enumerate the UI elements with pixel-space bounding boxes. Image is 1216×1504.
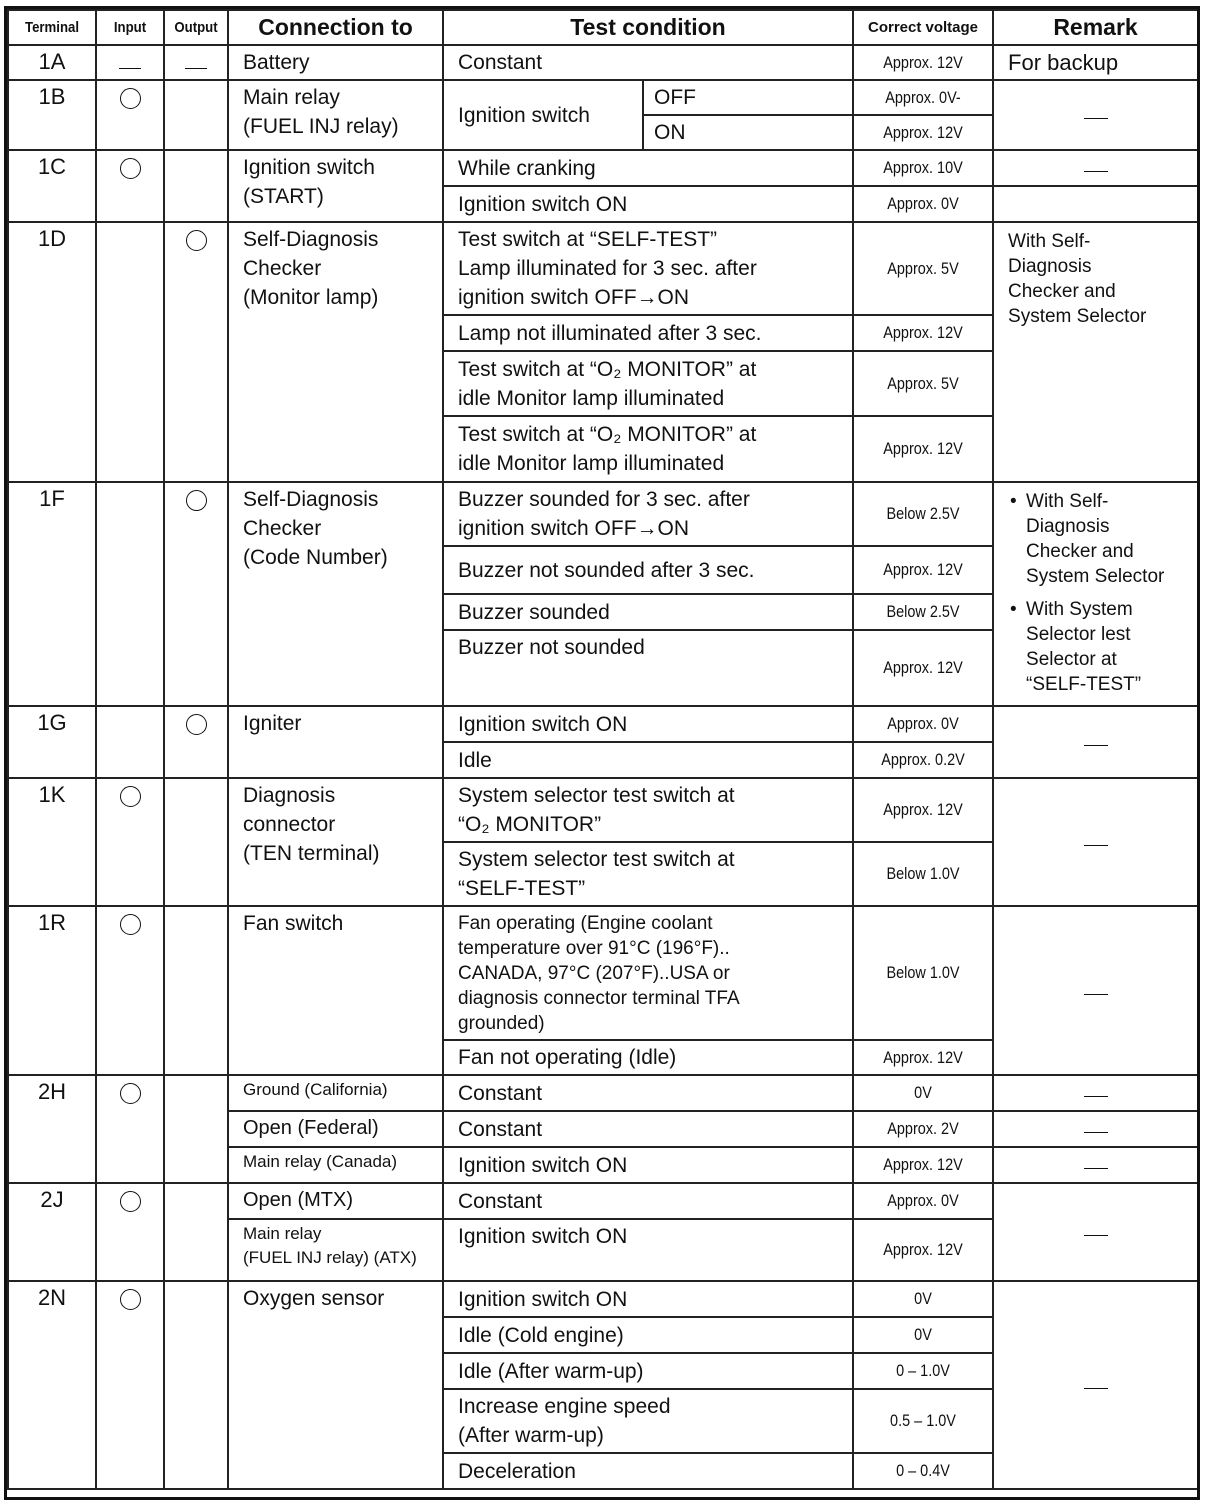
remark-cell [993,80,1198,150]
voltage-cell: Approx. 12V [864,778,983,842]
connection-cell: Open (Federal) [228,1111,443,1147]
voltage-cell: Approx. 12V [864,315,983,351]
voltage-cell: Approx. 12V [864,416,983,482]
output-cell [164,80,228,150]
input-cell [96,1183,164,1281]
output-cell [164,1281,228,1489]
connection-cell: Open (MTX) [228,1183,443,1219]
output-cell [164,45,228,80]
voltage-cell: Approx. 12V [864,1040,983,1075]
input-cell [96,906,164,1075]
condition-cell: Idle [443,742,853,778]
terminal-id: 1K [8,778,96,906]
connection-cell: Self-Diagnosis Checker (Monitor lamp) [228,222,443,482]
connection-cell: Ground (California) [228,1075,443,1111]
condition-cell: Buzzer sounded [443,594,853,630]
condition-cell: Ignition switch ON [443,706,853,742]
output-cell [164,1183,228,1281]
remark-list [1008,489,1197,697]
voltage-cell: Approx. 12V [864,546,983,594]
terminal-id: 1A [8,45,96,80]
input-cell [96,1075,164,1183]
connection-cell: Ignition switch (START) [228,150,443,222]
connection-cell: Battery [228,45,443,80]
condition-cell: Buzzer not sounded after 3 sec. [443,546,853,594]
condition-cell: Test switch at “O₂ MONITOR” at idle Monitor lamp illuminated [443,351,853,416]
condition-cell: Increase engine speed (After warm-up) [443,1389,853,1453]
remark-cell [993,482,1198,706]
input-marker-icon [120,914,141,935]
connection-cell: Self-Diagnosis Checker (Code Number) [228,482,443,706]
subcondition-cell: ON [643,115,853,150]
voltage-cell: Approx. 0V [864,706,983,742]
condition-cell: Buzzer not sounded [443,630,853,706]
condition-cell: Deceleration [443,1453,853,1489]
output-marker-icon [186,714,207,735]
terminal-id: 2N [8,1281,96,1489]
voltage-cell: Approx. 0V [864,1183,983,1219]
terminal-id: 2H [8,1075,96,1183]
table-row [8,906,1198,1040]
terminal-id: 1F [8,482,96,706]
voltage-cell: Approx. 12V [864,115,983,150]
voltage-cell: Below 1.0V [864,906,983,1040]
voltage-cell: Approx. 12V [864,45,983,80]
remark-cell [993,1281,1198,1489]
condition-cell: System selector test switch at “SELF-TEST” [443,842,853,906]
input-marker-icon [120,158,141,179]
table-row [8,778,1198,842]
table-row [8,482,1198,546]
remark-cell [993,906,1198,1075]
output-cell [164,906,228,1075]
condition-cell: While cranking [443,150,853,186]
table-row [8,150,1198,186]
connection-cell: Oxygen sensor [228,1281,443,1489]
voltage-cell: 0V [864,1281,983,1317]
condition-cell: Idle (Cold engine) [443,1317,853,1353]
header-row [8,10,1198,45]
table-row [8,706,1198,742]
condition-cell: Constant [443,1075,853,1111]
connection-cell: Igniter [228,706,443,778]
remark-cell [993,150,1198,186]
input-cell [96,482,164,706]
remark-cell [993,778,1198,906]
dash-mark [1084,1388,1108,1389]
condition-cell: Idle (After warm-up) [443,1353,853,1389]
voltage-cell: 0 – 0.4V [864,1453,983,1489]
input-cell [96,778,164,906]
condition-cell: Constant [443,45,853,80]
terminal-id: 1R [8,906,96,1075]
output-marker-icon [186,490,207,511]
input-marker-icon [120,786,141,807]
dash-mark [119,68,141,69]
voltage-cell: Approx. 0V [864,186,983,222]
condition-cell: System selector test switch at “O₂ MONITOR” [443,778,853,842]
header-remark: Remark [993,10,1198,45]
dash-mark [1084,745,1108,746]
voltage-cell: 0.5 – 1.0V [864,1389,983,1453]
dash-mark [185,68,207,69]
voltage-cell: 0 – 1.0V [864,1353,983,1389]
table-row [8,80,1198,115]
remark-cell: With Self- Diagnosis Checker and System Selector [993,222,1198,482]
condition-cell: Lamp not illuminated after 3 sec. [443,315,853,351]
voltage-cell: Approx. 10V [864,150,983,186]
table-row [8,222,1198,315]
connection-cell: Fan switch [228,906,443,1075]
input-cell [96,222,164,482]
input-cell [96,1281,164,1489]
header-connection: Connection to [228,10,443,45]
header-voltage: Correct voltage [853,10,993,45]
input-cell [96,45,164,80]
output-cell [164,150,228,222]
voltage-cell: Approx. 0.2V [864,742,983,778]
condition-cell: Ignition switch ON [443,1219,853,1281]
header-input: Input [100,10,160,45]
header-test-condition: Test condition [443,10,853,45]
dash-mark [1084,118,1108,119]
remark-cell [993,1147,1198,1183]
table-row [8,1075,1198,1111]
input-cell [96,150,164,222]
voltage-cell: Below 1.0V [864,842,983,906]
dash-mark [1084,1168,1108,1169]
terminal-id: 1G [8,706,96,778]
dash-mark [1084,1132,1108,1133]
remark-cell [993,706,1198,778]
remark-bullet: • With System Selector lest Selector at “SELF-TEST” [1026,597,1197,697]
remark-cell [993,1111,1198,1147]
condition-cell: Fan not operating (Idle) [443,1040,853,1075]
voltage-cell: Approx. 5V [864,351,983,416]
header-terminal: Terminal [13,10,90,45]
terminal-id: 1C [8,150,96,222]
condition-cell: Fan operating (Engine coolant temperature over 91°C (196°F).. CANADA, 97°C (207°F)..USA or diagnosis connector terminal TFA grounded) [443,906,853,1040]
dash-mark [1084,171,1108,172]
condition-cell: Ignition switch ON [443,1281,853,1317]
terminal-voltage-table-sheet [4,6,1200,1500]
condition-cell: Ignition switch ON [443,186,853,222]
output-cell [164,706,228,778]
voltage-cell: Below 2.5V [864,482,983,546]
remark-cell [993,1183,1198,1281]
subcondition-cell: OFF [643,80,853,115]
input-cell [96,706,164,778]
dash-mark [1084,1235,1108,1236]
voltage-cell: Approx. 2V [864,1111,983,1147]
input-marker-icon [120,1083,141,1104]
condition-cell: Buzzer sounded for 3 sec. after ignition switch OFF→ON [443,482,853,546]
table-row [8,45,1198,80]
connection-cell: Main relay (FUEL INJ relay) (ATX) [228,1219,443,1281]
dash-mark [1084,1096,1108,1097]
condition-cell: Ignition switch ON [443,1147,853,1183]
input-marker-icon [120,1289,141,1310]
voltage-cell: Approx. 12V [864,630,983,706]
terminal-id: 1B [8,80,96,150]
input-marker-icon [120,1191,141,1212]
output-cell [164,482,228,706]
output-cell [164,222,228,482]
terminal-id: 1D [8,222,96,482]
dash-mark [1084,845,1108,846]
table-row [8,1281,1198,1317]
remark-cell [993,1075,1198,1111]
connection-cell: Diagnosis connector (TEN terminal) [228,778,443,906]
condition-cell: Test switch at “SELF-TEST” Lamp illuminated for 3 sec. after ignition switch OFF→ON [443,222,853,315]
input-cell [96,80,164,150]
voltage-cell: Below 2.5V [864,594,983,630]
condition-cell: Ignition switch [443,80,643,150]
remark-cell: For backup [993,45,1198,80]
output-cell [164,1075,228,1183]
voltage-cell: Approx. 12V [864,1219,983,1281]
condition-cell: Constant [443,1183,853,1219]
condition-cell: Constant [443,1111,853,1147]
terminal-id: 2J [8,1183,96,1281]
connection-cell: Main relay (Canada) [228,1147,443,1183]
voltage-cell: 0V [864,1075,983,1111]
voltage-cell: Approx. 0V- [864,80,983,115]
remark-cell [993,186,1198,222]
input-marker-icon [120,88,141,109]
table-row [8,1183,1198,1219]
output-cell [164,778,228,906]
voltage-cell: 0V [864,1317,983,1353]
terminal-voltage-table [7,9,1199,1490]
output-marker-icon [186,230,207,251]
connection-cell: Main relay (FUEL INJ relay) [228,80,443,150]
remark-bullet: • With Self- Diagnosis Checker and System Selector [1026,489,1197,589]
header-output: Output [168,10,224,45]
dash-mark [1084,994,1108,995]
condition-cell: Test switch at “O₂ MONITOR” at idle Monitor lamp illuminated [443,416,853,482]
voltage-cell: Approx. 5V [864,222,983,315]
voltage-cell: Approx. 12V [864,1147,983,1183]
